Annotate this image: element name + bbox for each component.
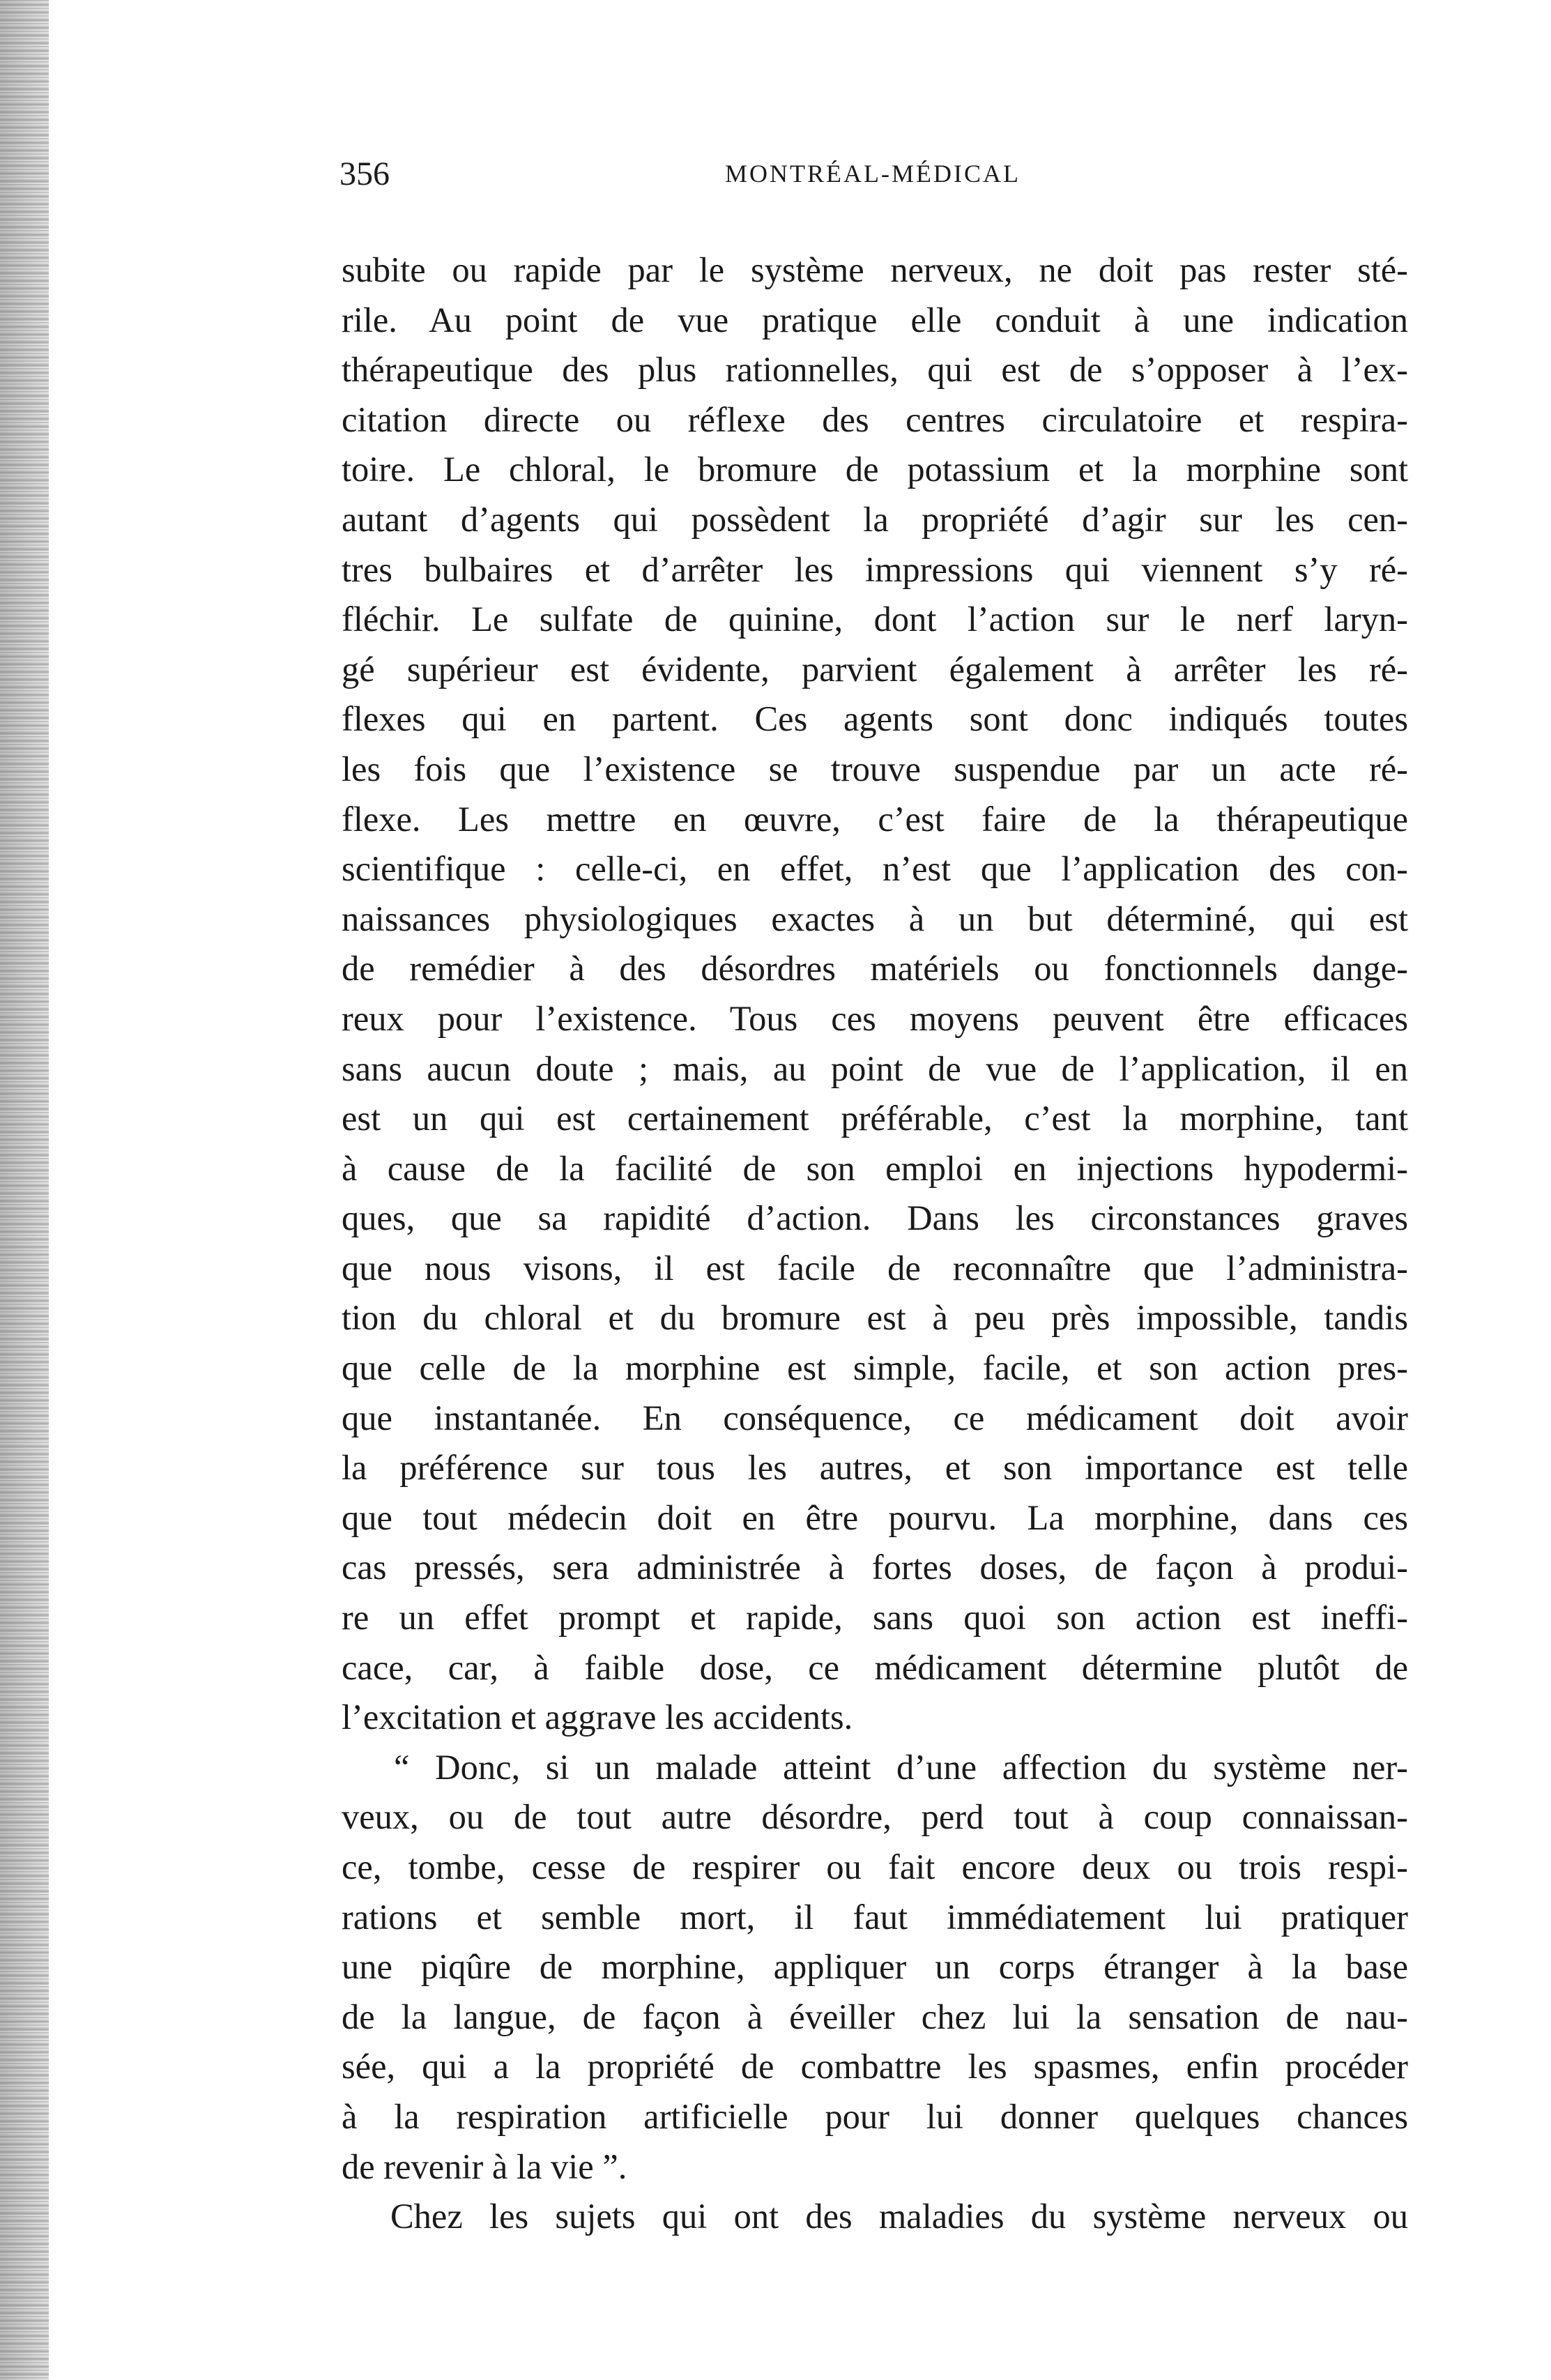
text-line: tres bulbaires et d’arrêter les impressions qui viennent s’y ré- xyxy=(342,549,1408,589)
text-line: que tout médecin doit en être pourvu. La morphine, dans ces xyxy=(342,1497,1408,1537)
text-line: gé supérieur est évidente, parvient également à arrêter les ré- xyxy=(342,649,1408,689)
page-header xyxy=(339,155,1406,204)
text-line: reux pour l’existence. Tous ces moyens peuvent être efficaces xyxy=(342,998,1408,1038)
text-line: ques, que sa rapidité d’action. Dans les circonstances graves xyxy=(342,1198,1408,1238)
text-line: flexes qui en partent. Ces agents sont donc indiqués toutes xyxy=(342,699,1408,739)
text-line: sée, qui a la propriété de combattre les spasmes, enfin procéder xyxy=(342,2047,1408,2087)
text-line: que nous visons, il est facile de reconnaître que l’administra- xyxy=(342,1248,1408,1288)
text-line: ce, tombe, cesse de respirer ou fait encore deux ou trois respi- xyxy=(342,1847,1408,1886)
text-line: que instantanée. En conséquence, ce médicament doit avoir xyxy=(342,1398,1408,1437)
text-line: cas pressés, sera administrée à fortes doses, de façon à produi- xyxy=(342,1548,1408,1587)
text-line: est un qui est certainement préférable, c’est la morphine, tant xyxy=(342,1099,1408,1138)
text-line: les fois que l’existence se trouve suspendue par un acte ré- xyxy=(342,749,1408,788)
text-line: tion du chloral et du bromure est à peu près impossible, tandis xyxy=(342,1298,1408,1338)
text-line: thérapeutique des plus rationnelles, qui est de s’opposer à l’ex- xyxy=(342,350,1408,390)
text-line: “ Donc, si un malade atteint d’une affection du système ner- xyxy=(394,1747,1408,1787)
page-number: 356 xyxy=(339,155,390,192)
running-head: MONTRÉAL-MÉDICAL xyxy=(725,160,1021,188)
text-line: que celle de la morphine est simple, facile, et son action pres- xyxy=(342,1348,1408,1388)
text-line: une piqûre de morphine, appliquer un corps étranger à la base xyxy=(342,1947,1408,1987)
text-line: autant d’agents qui possèdent la propriété d’agir sur les cen- xyxy=(342,499,1408,539)
text-line: rile. Au point de vue pratique elle conduit à une indication xyxy=(342,300,1408,340)
text-line: scientifique : celle-ci, en effet, n’est que l’application des con- xyxy=(342,849,1408,889)
text-line: de revenir à la vie ”. xyxy=(342,2146,627,2186)
text-line: de remédier à des désordres matériels ou fonctionnels dange- xyxy=(342,949,1408,989)
text-line: subite ou rapide par le système nerveux, ne doit pas rester sté- xyxy=(342,250,1408,289)
text-line: citation directe ou réflexe des centres circulatoire et respira- xyxy=(342,399,1408,439)
text-line: fléchir. Le sulfate de quinine, dont l’action sur le nerf laryn- xyxy=(342,600,1408,639)
scan-edge-shadow xyxy=(0,0,49,2380)
text-line: naissances physiologiques exactes à un but déterminé, qui est xyxy=(342,899,1408,938)
text-line: de la langue, de façon à éveiller chez lui la sensation de nau- xyxy=(342,1997,1408,2036)
text-line: re un effet prompt et rapide, sans quoi son action est ineffi- xyxy=(342,1598,1408,1638)
body-text xyxy=(342,245,1408,2242)
text-line: à cause de la facilité de son emploi en injections hypodermi- xyxy=(342,1148,1408,1188)
text-line: flexe. Les mettre en œuvre, c’est faire de la thérapeutique xyxy=(342,799,1408,839)
text-line: l’excitation et aggrave les accidents. xyxy=(342,1698,853,1737)
text-line: à la respiration artificielle pour lui donner quelques chances xyxy=(342,2096,1408,2136)
text-line: toire. Le chloral, le bromure de potassium et la morphine sont xyxy=(342,450,1408,489)
text-line: veux, ou de tout autre désordre, perd tout à coup connaissan- xyxy=(342,1797,1408,1837)
text-line: rations et semble mort, il faut immédiatement lui pratiquer xyxy=(342,1897,1408,1937)
text-line: sans aucun doute ; mais, au point de vue de l’application, il en xyxy=(342,1048,1408,1088)
text-line: la préférence sur tous les autres, et son importance est telle xyxy=(342,1448,1408,1488)
text-line: cace, car, à faible dose, ce médicament détermine plutôt de xyxy=(342,1647,1408,1687)
text-line: Chez les sujets qui ont des maladies du système nerveux ou xyxy=(390,2197,1408,2236)
